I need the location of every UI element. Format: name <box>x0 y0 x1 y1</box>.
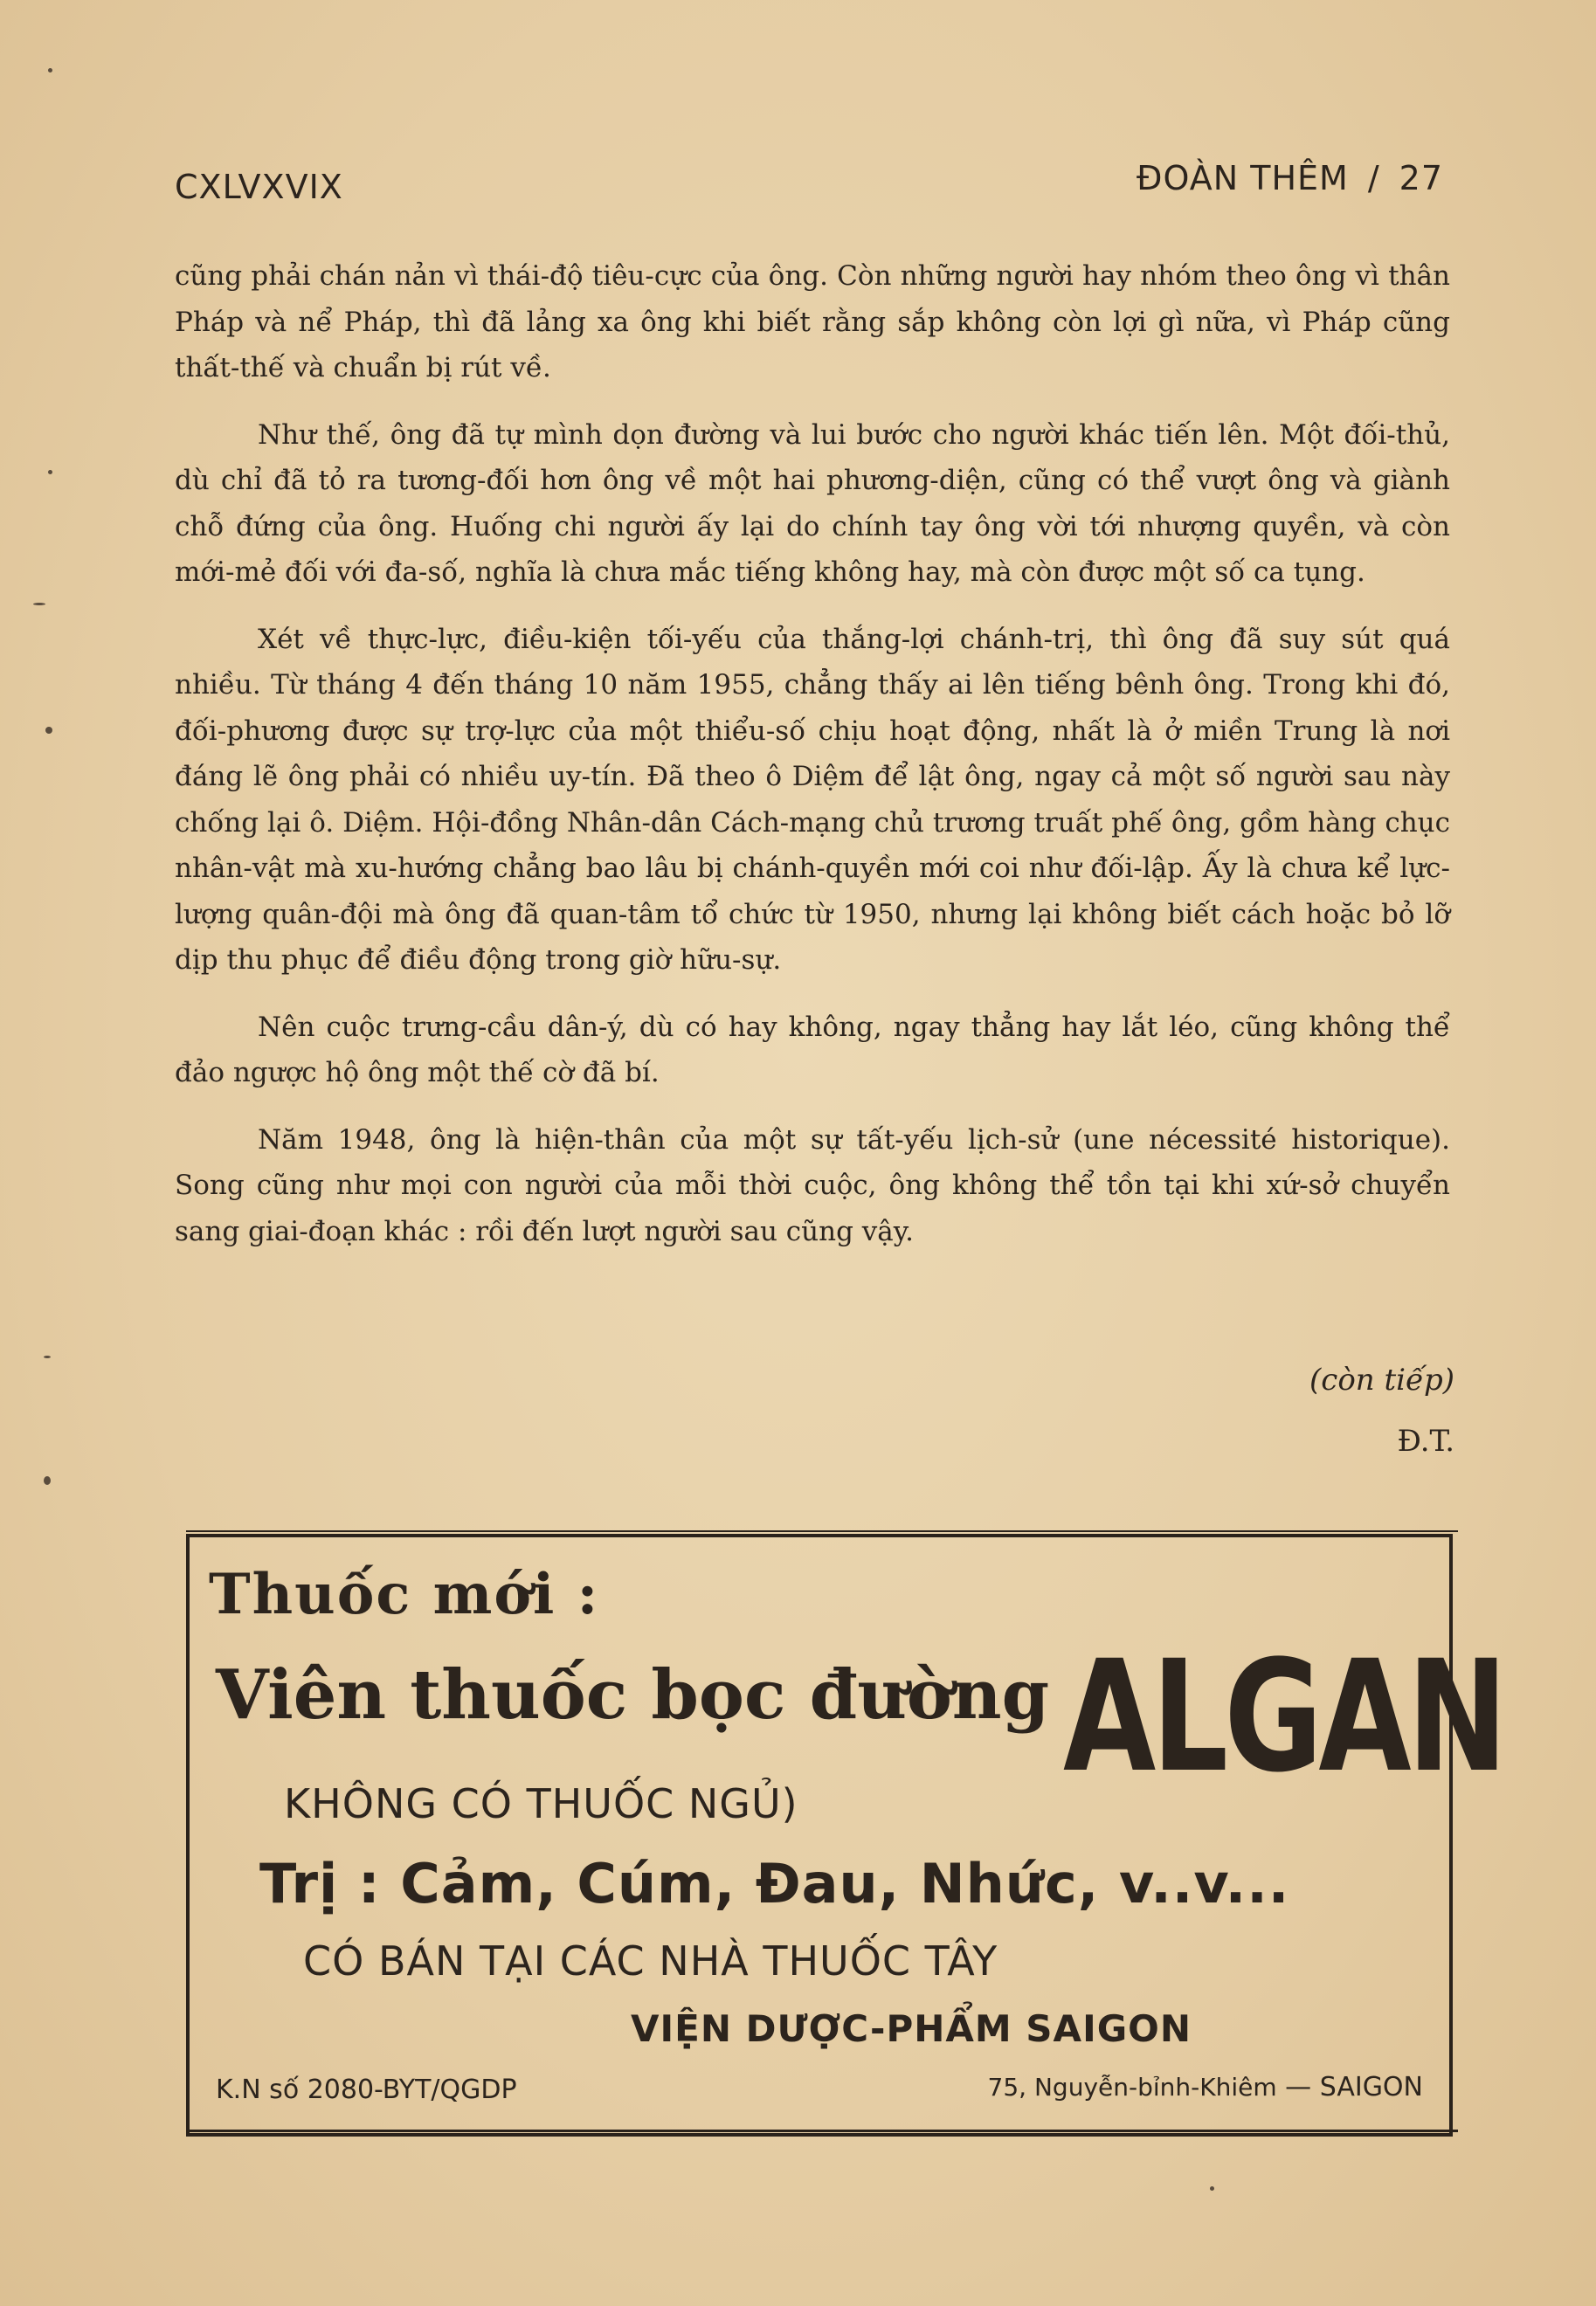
header-series-code: CXLVXVIX <box>175 168 343 206</box>
ad-city: SAIGON <box>1319 2072 1423 2102</box>
paragraph-3: Xét về thực-lực, điều-kiện tối-yếu của thắng-lợi chánh-trị, thì ông đã suy sút quá nhiều. Từ tháng 4 đến tháng 10 năm 1955, chẳng thấy ai lên tiếng bênh ông. Trong khi đó, đối-phương được sự trợ-lực của một thiểu-số chịu hoạt động, nhất là ở miền Trung là nơi đáng lẽ ông phải có nhiều uy-tín. Đã theo ô Diệm để lật ông, ngay cả một số người sau này chống lại ô. Diệm. Hội-đồng Nhân-dân Cách-mạng chủ trương truất phế ông, gồm hàng chục nhân-vật mà xu-hướng chẳng bao lâu bị chánh-quyền mới coi như đối-lập. Ấy là chưa kể lực-lượng quân-đội mà ông đã quan-tâm tổ chức từ 1950, nhưng lại không biết cách hoặc bỏ lỡ dịp thu phục để điều động trong giờ hữu-sự. <box>175 623 1450 976</box>
ad-product-line: Viên thuốc bọc đường <box>216 1655 1050 1735</box>
header-separator: / <box>1367 159 1380 197</box>
header-author-page <box>1137 159 1443 197</box>
advertisement-box <box>186 1534 1504 2137</box>
paper-speck <box>1210 2186 1214 2191</box>
paper-speck <box>44 1476 51 1485</box>
ad-top-rule <box>186 1530 1458 1532</box>
paper-speck <box>44 1356 51 1358</box>
running-header <box>175 157 1443 210</box>
paper-speck <box>45 727 52 734</box>
ad-bottom-rule <box>186 2130 1458 2132</box>
page-number: 27 <box>1399 159 1443 197</box>
ad-maker: VIỆN DƯỢC-PHẨM SAIGON <box>631 2007 1192 2050</box>
ad-availability: CÓ BÁN TẠI CÁC NHÀ THUỐC TÂY <box>303 1937 998 1985</box>
ad-address <box>988 2072 1423 2102</box>
header-author: ĐOÀN THÊM <box>1137 159 1349 197</box>
ad-dash: — <box>1285 2072 1312 2102</box>
article-body <box>175 253 1450 1275</box>
paper-speck <box>48 68 52 72</box>
ad-street: 75, Nguyễn-bỉnh-Khiêm <box>987 2073 1277 2102</box>
author-signature: Đ.T. <box>1397 1424 1454 1459</box>
ad-note: KHÔNG CÓ THUỐC NGỦ) <box>284 1780 798 1827</box>
continued-note: (còn tiếp) <box>1309 1363 1454 1398</box>
paragraph-4: Nên cuộc trưng-cầu dân-ý, dù có hay không, ngay thẳng hay lắt léo, cũng không thể đảo ngược hộ ông một thế cờ đã bí. <box>175 1011 1450 1088</box>
ad-headline: Thuốc mới : <box>209 1562 600 1627</box>
paper-speck <box>48 470 52 474</box>
paper-speck <box>33 603 45 605</box>
ad-license: K.N số 2080-BYT/QGDP <box>216 2075 517 2105</box>
paragraph-2: Như thế, ông đã tự mình dọn đường và lui bước cho người khác tiến lên. Một đối-thủ, dù chỉ đã tỏ ra tương-đối hơn ông về một hai phương-diện, cũng có thể vượt ông và giành chỗ đứng của ông. Huống chi người ấy lại do chính tay ông vời tới nhượng quyền, và còn mới-mẻ đối với đa-số, nghĩa là chưa mắc tiếng không hay, mà còn được một số ca tụng. <box>175 418 1450 588</box>
ad-indication: Trị : Cảm, Cúm, Đau, Nhức, v..v... <box>259 1852 1290 1916</box>
paragraph-1: cũng phải chán nản vì thái-độ tiêu-cực của ông. Còn những người hay nhóm theo ông vì thân Pháp và nể Pháp, thì đã lảng xa ông khi biết rằng sắp không còn lợi gì nữa, vì Pháp cũng thất-thế và chuẩn bị rút về. <box>175 260 1450 383</box>
paragraph-5: Năm 1948, ông là hiện-thân của một sự tất-yếu lịch-sử (une nécessité historique). Song cũng như mọi con người của mỗi thời cuộc, ông không thể tồn tại khi xứ-sở chuyển sang giai-đoạn khác : rồi đến lượt người sau cũng vậy. <box>175 1123 1450 1247</box>
ad-brand-logo: ALGAN <box>1063 1627 1504 1806</box>
